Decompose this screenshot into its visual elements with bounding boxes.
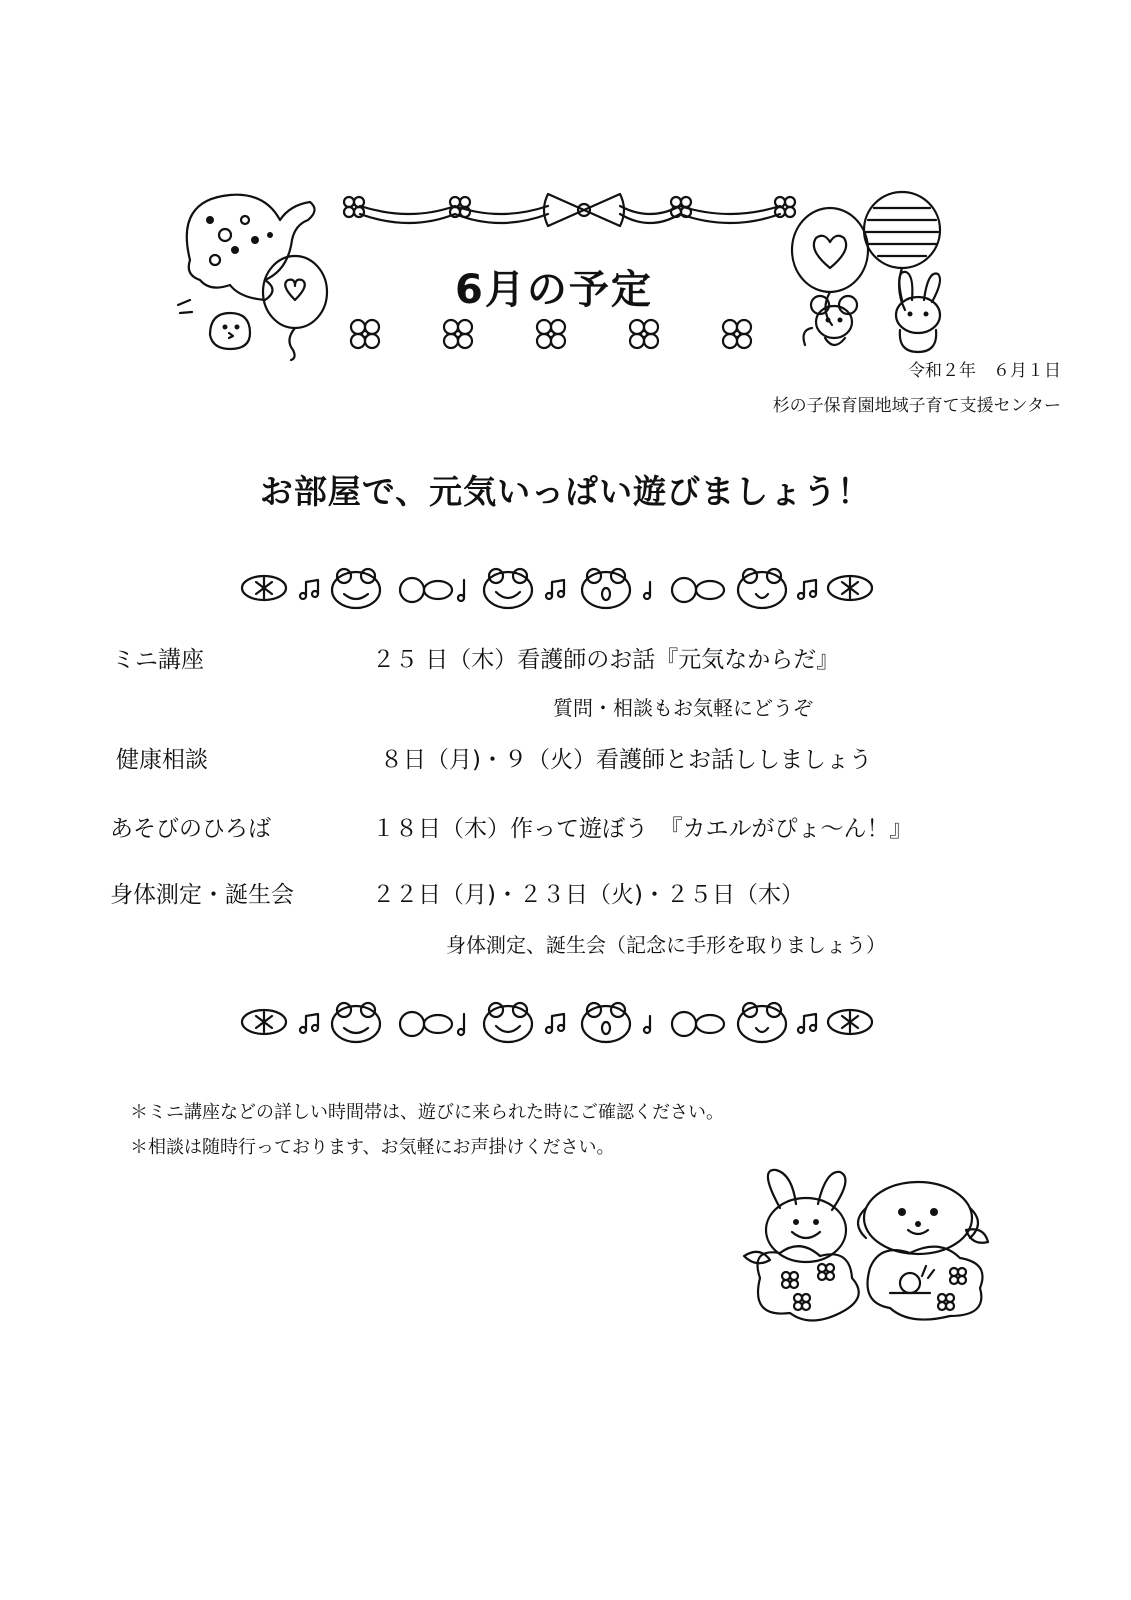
page-title: 6月の予定	[455, 267, 653, 313]
schedule-label-health: 健康相談	[116, 747, 208, 773]
frog-border-bottom	[0, 1000, 1131, 1050]
schedule-text-birthday: ２２日（月)・２３日（火)・２５日（木）	[372, 882, 804, 908]
schedule-label-mini-lecture: ミニ講座	[112, 647, 204, 673]
issue-date: 令和２年 ６月１日	[908, 361, 1061, 381]
schedule-text-health: ８日（月)・９（火）看護師とお話ししましょう	[380, 747, 872, 773]
frog-border-top	[0, 566, 1131, 616]
note-line: ＊相談は随時行っております、お気軽にお声掛けください。	[130, 1137, 615, 1158]
schedule-text-mini-lecture: ２５ 日（木）看護師のお話『元気なからだ』	[372, 647, 840, 673]
organization-name: 杉の子保育園地域子育て支援センター	[772, 396, 1061, 416]
schedule-text-playground: １８日（木）作って遊ぼう 『カエルがぴょ～ん！』	[372, 816, 913, 842]
headline: お部屋で、元気いっぱい遊びましょう！	[259, 472, 872, 511]
schedule-label-birthday: 身体測定・誕生会	[110, 882, 294, 908]
flower-row	[0, 316, 1131, 356]
schedule-sub-birthday: 身体測定、誕生会（記念に手形を取りましょう）	[446, 933, 886, 957]
note-line: ＊ミニ講座などの詳しい時間帯は、遊びに来られた時にご確認ください。	[130, 1102, 724, 1123]
schedule-sub-mini-lecture: 質問・相談もお気軽にどうぞ	[553, 696, 813, 720]
schedule-label-playground: あそびのひろば	[110, 816, 271, 842]
rabbit-dog-illustration	[740, 1168, 1000, 1328]
